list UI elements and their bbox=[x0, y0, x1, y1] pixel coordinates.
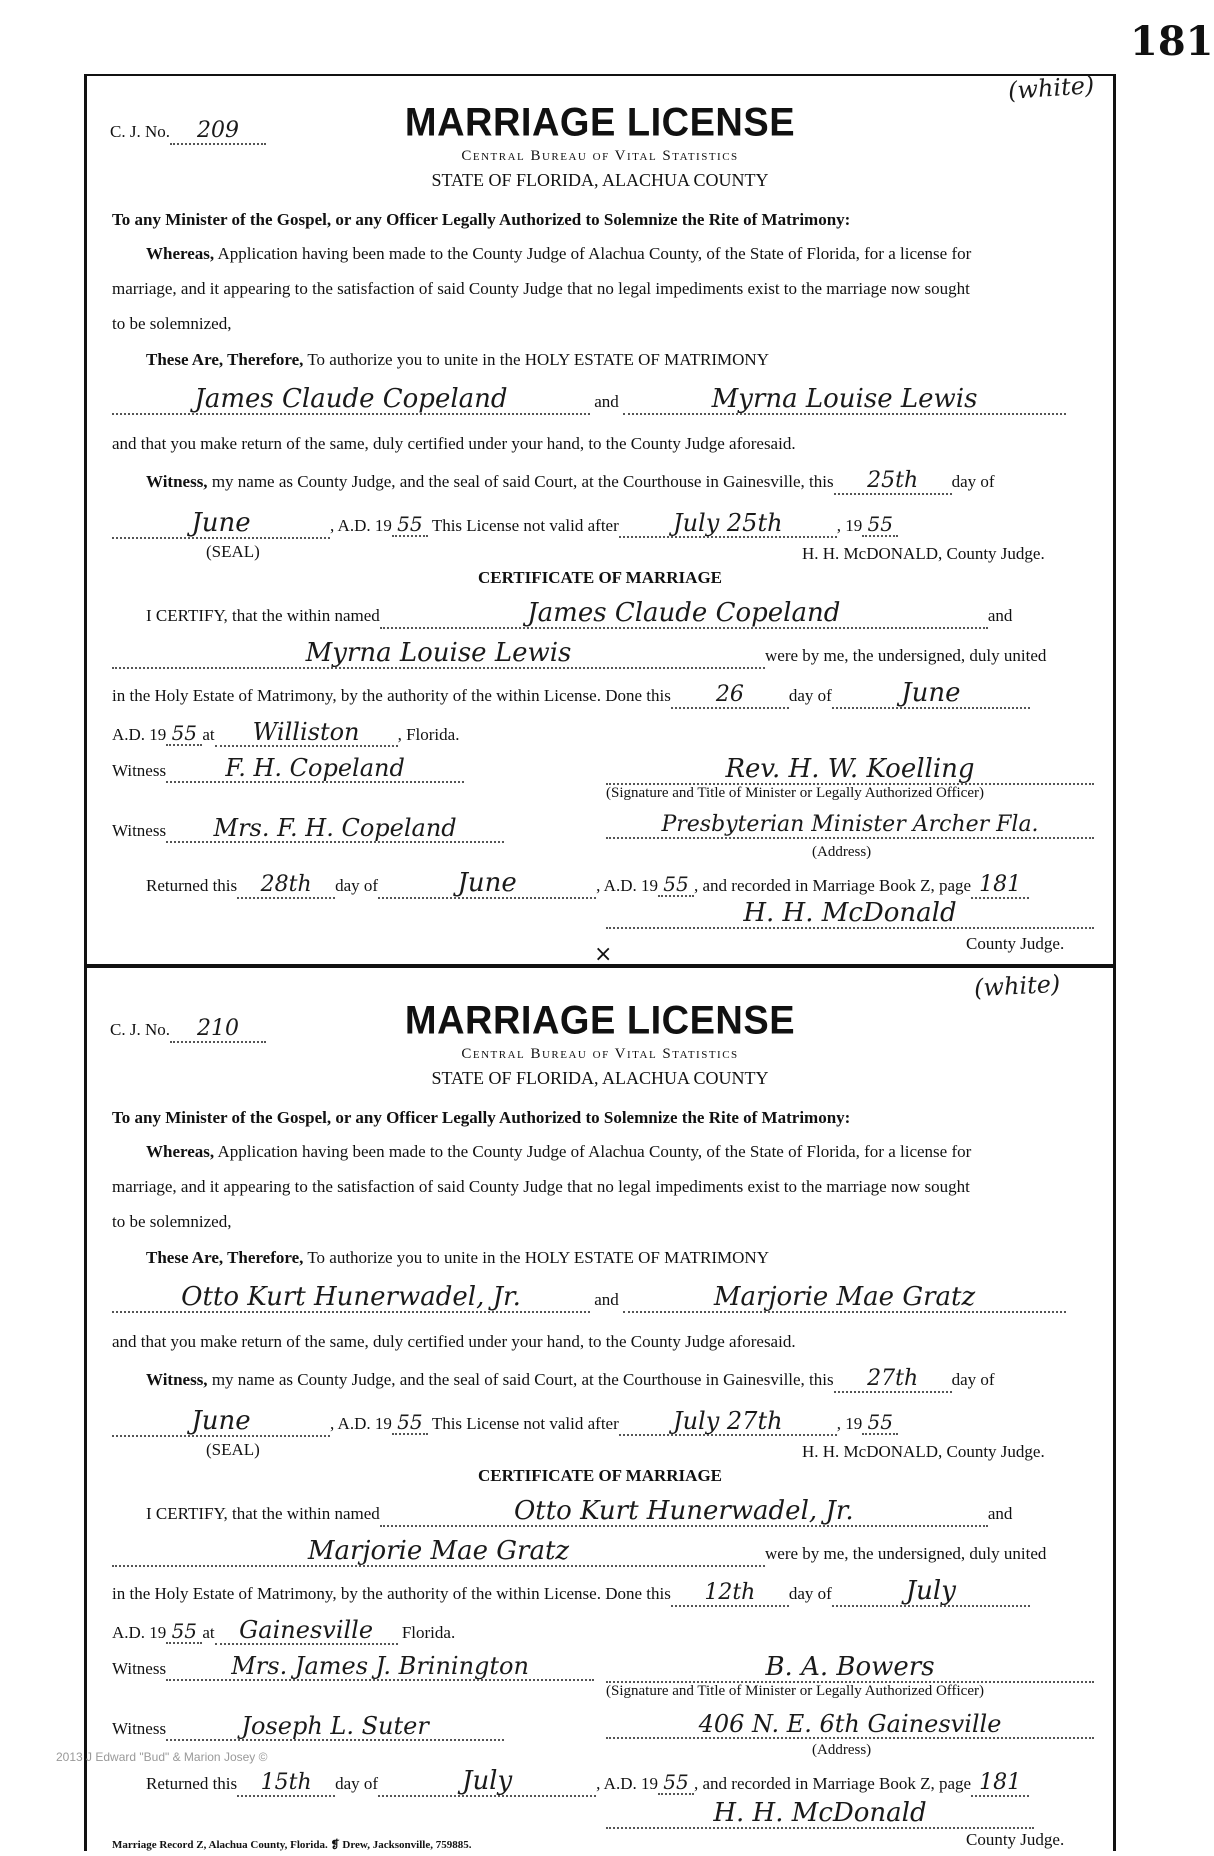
these-are-text: To authorize you to unite in the HOLY ESTATE OF MATRIMONY bbox=[307, 350, 769, 369]
groom-name: Otto Kurt Hunerwadel, Jr. bbox=[112, 1284, 590, 1313]
address-caption: (Address) bbox=[812, 844, 872, 860]
done-row bbox=[112, 680, 1030, 709]
place-row bbox=[112, 720, 459, 747]
returned-day-of: day of bbox=[335, 876, 379, 895]
these-are-line bbox=[146, 1248, 769, 1268]
not-valid-label: This License not valid after bbox=[431, 1414, 619, 1433]
witness2-row bbox=[112, 816, 504, 843]
record-page: 181 bbox=[971, 874, 1029, 899]
cj-number: 209 bbox=[170, 120, 266, 145]
whereas-line-3: to be solemnized, bbox=[112, 314, 232, 333]
witness-label: Witness, bbox=[146, 1370, 208, 1389]
ad-label-2: A.D. 19 bbox=[112, 1623, 167, 1642]
whereas-label: Whereas, bbox=[146, 1142, 215, 1161]
whereas-line-2: marriage, and it appearing to the satisfaction of said County Judge that no legal impediments exist to the marriage now sought bbox=[112, 1177, 970, 1196]
state-county: STATE OF FLORIDA, ALACHUA COUNTY bbox=[431, 170, 769, 190]
copyright-watermark: 2013 J Edward "Bud" & Marion Josey © bbox=[56, 1750, 268, 1764]
day-of-label: day of bbox=[951, 1370, 995, 1389]
certify-label: I CERTIFY, that the within named bbox=[146, 1504, 380, 1523]
done-day: 12th bbox=[671, 1582, 789, 1607]
and-label: and bbox=[594, 1290, 619, 1309]
returned-row bbox=[146, 870, 1029, 899]
judge-name: H. H. McDONALD, County Judge. bbox=[802, 544, 1045, 563]
whereas-line-1 bbox=[146, 1142, 971, 1162]
certificate-title: CERTIFICATE OF MARRIAGE bbox=[477, 568, 723, 587]
valid-year: 55 bbox=[862, 1412, 898, 1435]
florida-label: Florida. bbox=[397, 1623, 456, 1642]
witness-label: Witness, bbox=[146, 472, 208, 491]
address-line: To any Minister of the Gospel, or any Officer Legally Authorized to Solemnize the Rite of Matrimony: bbox=[112, 1108, 851, 1127]
done-day-of: day of bbox=[788, 686, 832, 705]
returned-month: June bbox=[378, 870, 596, 899]
holy-estate-text: in the Holy Estate of Matrimony, by the authority of the within License. Done this bbox=[112, 686, 671, 705]
done-day: 26 bbox=[671, 684, 789, 709]
certify-row bbox=[146, 1498, 1012, 1527]
cert-bride-name: Marjorie Mae Gratz bbox=[112, 1538, 765, 1567]
recorded-by-row bbox=[606, 1800, 1034, 1829]
county-judge-caption: County Judge. bbox=[966, 1830, 1065, 1849]
witness1-name: F. H. Copeland bbox=[166, 756, 464, 783]
witness2-row bbox=[112, 1714, 504, 1741]
witness1-label: Witness bbox=[112, 761, 167, 780]
returned-year: 55 bbox=[658, 874, 694, 897]
and-label: and bbox=[987, 606, 1013, 625]
whereas-line-3: to be solemnized, bbox=[112, 1212, 232, 1231]
officiant-signature: B. A. Bowers bbox=[606, 1654, 1094, 1683]
recorded-by-signature: H. H. McDonald bbox=[606, 1800, 1034, 1829]
returned-label: Returned this bbox=[146, 1774, 238, 1793]
certificate-title: CERTIFICATE OF MARRIAGE bbox=[477, 1466, 723, 1485]
place-row bbox=[112, 1618, 455, 1645]
witness1-name: Mrs. James J. Brinington bbox=[166, 1654, 594, 1681]
cert-bride-name: Myrna Louise Lewis bbox=[112, 640, 765, 669]
done-year: 55 bbox=[166, 723, 202, 746]
and-label: and bbox=[594, 392, 619, 411]
cj-label: C. J. No. bbox=[110, 1020, 170, 1039]
issue-date-row bbox=[112, 510, 898, 539]
officiant-row bbox=[606, 1654, 1094, 1683]
whereas-line-2: marriage, and it appearing to the satisfaction of said County Judge that no legal impediments exist to the marriage now sought bbox=[112, 279, 970, 298]
returned-label: Returned this bbox=[146, 876, 238, 895]
cj-label: C. J. No. bbox=[110, 122, 170, 141]
recorded-by-row bbox=[606, 900, 1094, 929]
done-day-of: day of bbox=[788, 1584, 832, 1603]
issue-date-row bbox=[112, 1408, 898, 1437]
recorded-by-signature: H. H. McDonald bbox=[606, 900, 1094, 929]
certify-label: I CERTIFY, that the within named bbox=[146, 606, 380, 625]
returned-row bbox=[146, 1768, 1029, 1797]
signature-title-caption: (Signature and Title of Minister or Legally Authorized Officer) bbox=[606, 1683, 984, 1699]
at-label: at bbox=[202, 1623, 215, 1642]
issue-month: June bbox=[112, 510, 330, 539]
were-by-me-label: were by me, the undersigned, duly united bbox=[765, 646, 1047, 665]
not-valid-label: This License not valid after bbox=[431, 516, 619, 535]
ad-label-2: A.D. 19 bbox=[112, 725, 167, 744]
cert-groom-name: Otto Kurt Hunerwadel, Jr. bbox=[380, 1498, 988, 1527]
return-line: and that you make return of the same, duly certified under your hand, to the County Judge aforesaid. bbox=[112, 1332, 796, 1351]
officiant-address-row bbox=[606, 1712, 1094, 1739]
judge-name: H. H. McDONALD, County Judge. bbox=[802, 1442, 1045, 1461]
valid-year-prefix: , 19 bbox=[836, 516, 863, 535]
officiant-signature: Rev. H. W. Koelling bbox=[606, 756, 1094, 785]
at-label: at bbox=[202, 725, 215, 744]
returned-month: July bbox=[378, 1768, 596, 1797]
holy-estate-text: in the Holy Estate of Matrimony, by the authority of the within License. Done this bbox=[112, 1584, 671, 1603]
license-title: MARRIAGE LICENSE bbox=[404, 100, 796, 146]
officiant-address: Presbyterian Minister Archer Fla. bbox=[606, 814, 1094, 839]
x-mark: × bbox=[594, 942, 613, 967]
issue-year: 55 bbox=[392, 1412, 428, 1435]
issue-month: June bbox=[112, 1408, 330, 1437]
printer-footer: Marriage Record Z, Alachua County, Florida. ❡ Drew, Jacksonville, 759885. bbox=[112, 1839, 472, 1851]
returned-ad: , A.D. 19 bbox=[596, 876, 658, 895]
whereas-text-1: Application having been made to the County Judge of Alachua County, of the State of Florida, for a license for bbox=[217, 244, 972, 263]
recorded-text: , and recorded in Marriage Book Z, page bbox=[693, 1774, 972, 1793]
witness-text: my name as County Judge, and the seal of said Court, at the Courthouse in Gainesville, this bbox=[211, 472, 834, 491]
ad-label: , A.D. 19 bbox=[330, 1414, 392, 1433]
groom-name: James Claude Copeland bbox=[112, 386, 590, 415]
record-page: 181 bbox=[971, 1772, 1029, 1797]
witness1-row bbox=[112, 756, 464, 783]
done-row bbox=[112, 1578, 1030, 1607]
valid-year: 55 bbox=[862, 514, 898, 537]
witness2-label: Witness bbox=[112, 1719, 167, 1738]
day-of-label: day of bbox=[951, 472, 995, 491]
whereas-label: Whereas, bbox=[146, 244, 215, 263]
valid-year-prefix: , 19 bbox=[836, 1414, 863, 1433]
issue-day: 27th bbox=[834, 1368, 952, 1393]
florida-label: , Florida. bbox=[397, 725, 460, 744]
witness2-label: Witness bbox=[112, 821, 167, 840]
witness1-label: Witness bbox=[112, 1659, 167, 1678]
done-year: 55 bbox=[166, 1621, 202, 1644]
certify-row bbox=[146, 600, 1012, 629]
returned-day-of: day of bbox=[335, 1774, 379, 1793]
state-county: STATE OF FLORIDA, ALACHUA COUNTY bbox=[431, 1068, 769, 1088]
license-title: MARRIAGE LICENSE bbox=[404, 998, 796, 1044]
marriage-place: Williston bbox=[215, 720, 398, 747]
these-are-label: These Are, Therefore, bbox=[146, 350, 304, 369]
returned-day: 28th bbox=[237, 874, 335, 899]
returned-ad: , A.D. 19 bbox=[596, 1774, 658, 1793]
witness-issue-line bbox=[146, 1368, 995, 1393]
recorded-text: , and recorded in Marriage Book Z, page bbox=[693, 876, 972, 895]
cert-bride-row bbox=[112, 1538, 1046, 1567]
whereas-text-1: Application having been made to the County Judge of Alachua County, of the State of Florida, for a license for bbox=[217, 1142, 972, 1161]
whereas-line-1 bbox=[146, 244, 971, 264]
cj-number: 210 bbox=[170, 1018, 266, 1043]
issue-year: 55 bbox=[392, 514, 428, 537]
witness2-name: Mrs. F. H. Copeland bbox=[166, 816, 504, 843]
bride-name: Marjorie Mae Gratz bbox=[623, 1284, 1066, 1313]
witness-text: my name as County Judge, and the seal of said Court, at the Courthouse in Gainesville, this bbox=[211, 1370, 834, 1389]
were-by-me-label: were by me, the undersigned, duly united bbox=[765, 1544, 1047, 1563]
county-judge-caption: County Judge. bbox=[966, 934, 1065, 953]
officiant-address-row bbox=[606, 814, 1094, 839]
issue-day: 25th bbox=[834, 470, 952, 495]
witness1-row bbox=[112, 1654, 594, 1681]
return-line: and that you make return of the same, duly certified under your hand, to the County Judge aforesaid. bbox=[112, 434, 796, 453]
returned-day: 15th bbox=[237, 1772, 335, 1797]
ad-label: , A.D. 19 bbox=[330, 516, 392, 535]
names-row bbox=[112, 1284, 1066, 1313]
officiant-row bbox=[606, 756, 1094, 785]
race-note: (white) bbox=[1007, 71, 1096, 105]
seal-label: (SEAL) bbox=[206, 1440, 260, 1459]
cert-bride-row bbox=[112, 640, 1046, 669]
bride-name: Myrna Louise Lewis bbox=[623, 386, 1066, 415]
valid-until: July 27th bbox=[619, 1409, 837, 1436]
witness2-name: Joseph L. Suter bbox=[166, 1714, 504, 1741]
names-row bbox=[112, 386, 1066, 415]
and-label: and bbox=[987, 1504, 1013, 1523]
seal-label: (SEAL) bbox=[206, 542, 260, 561]
returned-year: 55 bbox=[658, 1772, 694, 1795]
address-line: To any Minister of the Gospel, or any Officer Legally Authorized to Solemnize the Rite of Matrimony: bbox=[112, 210, 851, 229]
these-are-line bbox=[146, 350, 769, 370]
done-month: June bbox=[832, 680, 1030, 709]
these-are-text: To authorize you to unite in the HOLY ESTATE OF MATRIMONY bbox=[307, 1248, 769, 1267]
bureau-name: Central Bureau of Vital Statistics bbox=[461, 1046, 739, 1062]
signature-title-caption: (Signature and Title of Minister or Legally Authorized Officer) bbox=[606, 785, 984, 801]
race-note: (white) bbox=[973, 969, 1061, 1003]
cert-groom-name: James Claude Copeland bbox=[380, 600, 988, 629]
address-caption: (Address) bbox=[812, 1742, 872, 1758]
officiant-address: 406 N. E. 6th Gainesville bbox=[606, 1712, 1094, 1739]
done-month: July bbox=[832, 1578, 1030, 1607]
valid-until: July 25th bbox=[619, 511, 837, 538]
these-are-label: These Are, Therefore, bbox=[146, 1248, 304, 1267]
bureau-name: Central Bureau of Vital Statistics bbox=[461, 148, 739, 164]
witness-issue-line bbox=[146, 470, 995, 495]
page-number: 181 bbox=[1130, 18, 1214, 65]
marriage-place: Gainesville bbox=[215, 1618, 398, 1645]
